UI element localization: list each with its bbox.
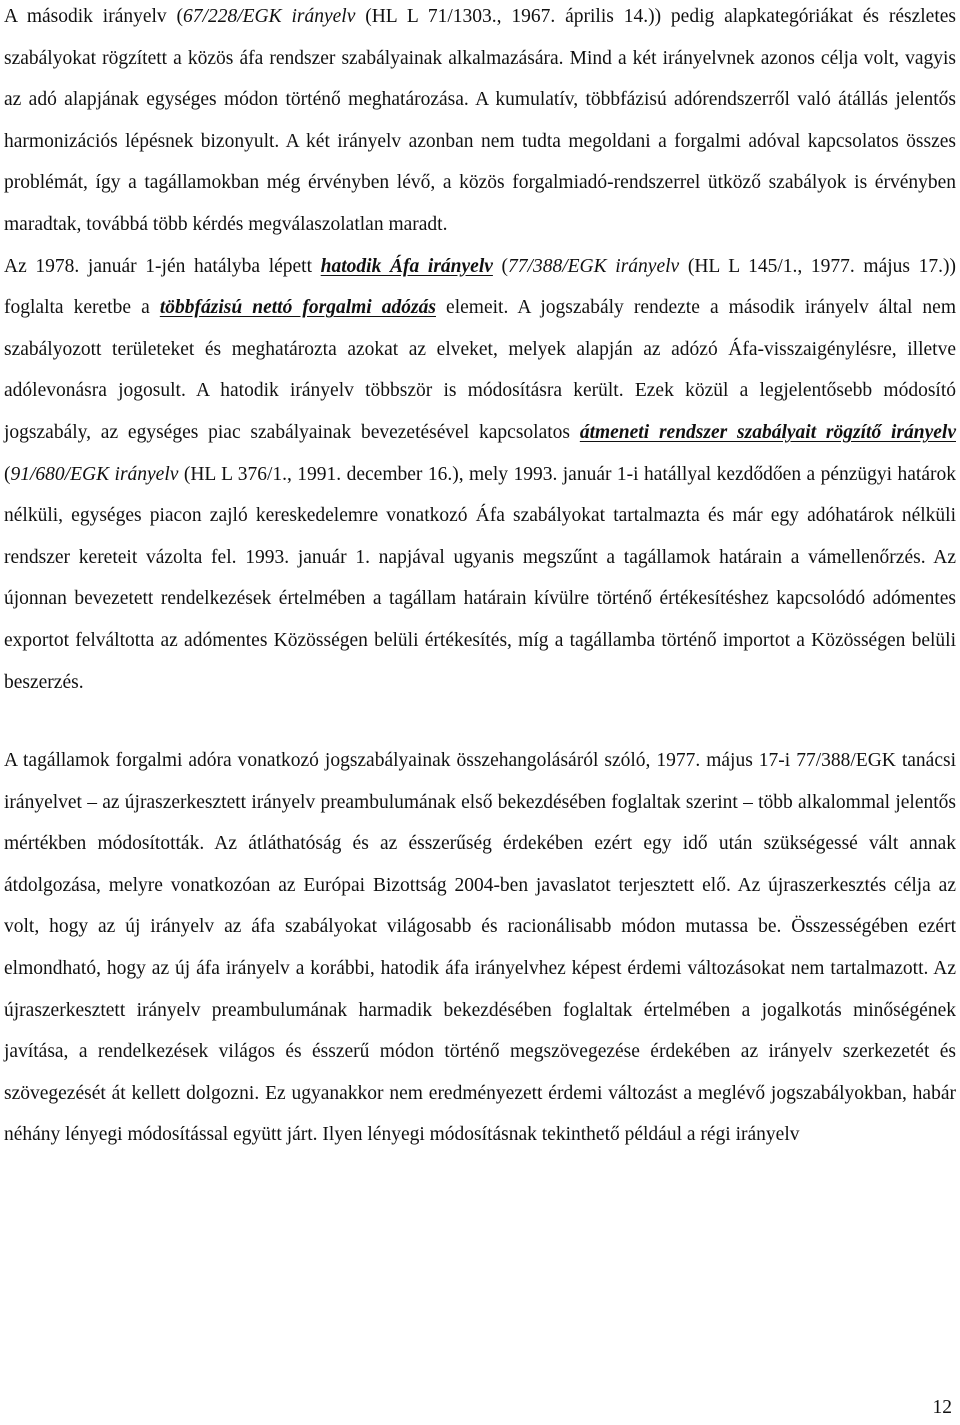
text-segment: A második irányelv (	[4, 6, 184, 27]
paragraph-second-directive	[4, 0, 956, 246]
text-segment: A tagállamok forgalmi adóra vonatkozó jogszabályainak összehangolásáról szóló, 1977. május 17-i 77/388/EGK tanácsi irányelvet – az újraszerkesztett irányelv preambulumának első bekezdésében foglaltak szerint – több alkalommal jelentős mértékben módosították. Az átláthatóság és az ésszerűség érdekében ezért egy idő után szükségessé vált annak átdolgozása, melyre vonatkozóan az Európai Bizottság 2004-ben javaslatot terjesztett elő. Az újraszerkesztés célja az volt, hogy az új irányelv az áfa szabályokat világosabb és racionálisabb módon mutassa be. Összességében ezért elmondható, hogy az új áfa irányelv a korábbi, hatodik áfa irányelvhez képest érdemi változásokat nem tartalmazott. Az újraszerkesztett irányelv preambulumának harmadik bekezdésében foglaltak értelmében a jogalkotás minőségének javítása, a rendelkezések világos és ésszerű módon történő megszövegezése érdekében az irányelv szerkezetét és szövegezését át kellett dolgozni. Ez ugyanakkor nem eredményezett érdemi változást a meglévő jogszabályokban, habár néhány lényegi módosítással együtt járt. Ilyen lényegi módosításnak tekinthető például a régi irányelv	[4, 750, 956, 1146]
emphasized-term: átmeneti rendszer szabályait rögzítő irányelv	[579, 421, 956, 443]
text-segment: (HL L 376/1., 1991. december 16.), mely 1993. január 1-i hatállyal kezdődően a pénzügyi határok nélküli, egységes piacon zajló kereskedelemre vonatkozó Áfa szabályokat tartalmazta és már egy adóhatárok nélküli rendszer kereteit vázolta fel. 1993. január 1. napjával ugyanis megszűnt a tagállamok határain a vámellenőrzés. Az újonnan bevezetett rendelkezések értelmében a tagállam határain kívülre történő értékesítéshez kapcsolódó adómentes exportot felváltotta az adómentes Közösségen belüli értékesítés, míg a tagállamba történő importot a Közösségen belüli beszerzés.	[4, 463, 956, 693]
directive-reference: 77/388/EGK irányelv	[508, 255, 680, 277]
emphasized-term: többfázisú nettó forgalmi adózás	[159, 297, 436, 319]
text-segment: elemeit. A jogszabály rendezte a második irányelv által nem szabályozott területeket és meghatározta azokat az elveket, melyek alapján az adózó Áfa-visszaigénylésre, illetve adólevonásra jogosult. A hatodik irányelv többször is módosításra került. Ezek közül a legjelentősebb módosító jogszabály, az egységes piac szabályainak bevezetésével kapcsolatos	[4, 297, 957, 443]
text-segment: Az 1978. január 1-jén hatályba lépett	[4, 255, 321, 277]
page-number: 12	[932, 1397, 952, 1418]
text-segment: (	[492, 255, 509, 277]
document-body	[4, 0, 956, 1156]
text-segment: (HL L 71/1303., 1967. április 14.)) pedig alapkategóriákat és részletes szabályokat rögzített a közös áfa rendszer szabályainak alkalmazására. Mind a két irányelvnek azonos célja volt, vagyis az adó alapjának egységes módon történő meghatározása. A kumulatív, többfázisú adórendszerről való átállás jelentős harmonizációs lépésnek bizonyult. A két irányelv azonban nem tudta megoldani a forgalmi adóval kapcsolatos összes problémát, így a tagállamokban még érvényben lévő, a közös forgalmiadó-rendszerrel ütköző szabályok is érvényben maradtak, továbbá több kérdés megválaszolatlan maradt.	[4, 6, 956, 235]
directive-reference: 91/680/EGK irányelv	[10, 463, 179, 485]
paragraph-sixth-directive	[4, 246, 956, 704]
paragraph-recast-directive	[4, 740, 956, 1156]
text-segment: (	[4, 463, 11, 485]
text-segment: (HL L 145/1., 1977. május 17.)) foglalta keretbe a	[4, 255, 957, 319]
directive-reference: 67/228/EGK irányelv	[183, 6, 356, 27]
emphasized-term: hatodik Áfa irányelv	[320, 255, 493, 277]
